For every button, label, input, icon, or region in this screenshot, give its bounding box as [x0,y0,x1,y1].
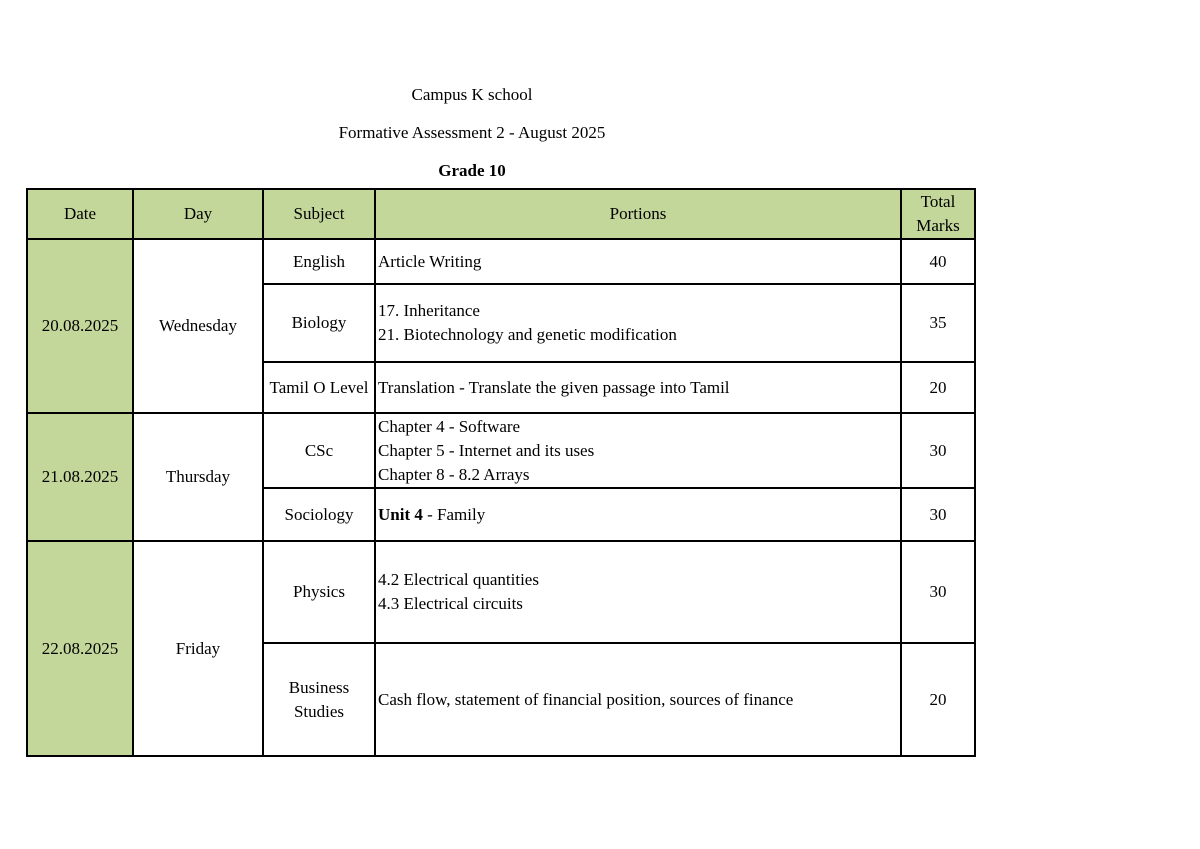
subject-cell: CSc [263,413,375,488]
portion-line: Article Writing [378,251,482,271]
portion-line: 17. Inheritance [378,301,480,320]
portion-line: Cash flow, statement of financial position, sources of finance [378,689,794,709]
portion-line: 4.2 Electrical quantities [378,570,539,589]
marks-cell: 20 [901,643,975,756]
header-total-marks: Total Marks [901,189,975,239]
portion-line: 21. Biotechnology and genetic modification [378,325,677,344]
subject-cell: Physics [263,541,375,643]
portion-line: Chapter 8 - 8.2 Arrays [378,464,530,484]
portions-cell [375,643,901,756]
marks-cell: 30 [901,488,975,541]
date-cell: 20.08.2025 [27,239,133,413]
portions-cell [375,362,901,413]
date-cell: 21.08.2025 [27,413,133,541]
subject-cell: English [263,239,375,284]
day-cell: Friday [133,541,263,756]
table-header-row [27,189,975,239]
portion-line: 4.3 Electrical circuits [378,594,523,613]
table-row [27,239,975,284]
portions-cell [375,239,901,284]
marks-cell: 40 [901,239,975,284]
portion-line: Chapter 5 - Internet and its uses [378,440,595,460]
school-name: Campus K school [411,85,533,104]
day-cell: Wednesday [133,239,263,413]
subject-cell: Biology [263,284,375,362]
portions-cell [375,488,901,541]
subject-cell: Tamil O Level [263,362,375,413]
portions-cell [375,541,901,643]
portion-unit-topic: - Family [422,504,486,524]
header-day: Day [133,189,263,239]
portions-cell [375,413,901,488]
portion-line: Chapter 4 - Software [378,416,521,436]
marks-cell: 30 [901,541,975,643]
exam-schedule-table [26,188,976,757]
date-cell: 22.08.2025 [27,541,133,756]
portion-line: Translation - Translate the given passage into Tamil [378,377,730,397]
marks-cell: 35 [901,284,975,362]
table-row [27,413,975,488]
portion-unit-label: Unit 4 [378,504,423,524]
table-row [27,541,975,643]
day-cell: Thursday [133,413,263,541]
portions-cell [375,284,901,362]
subject-cell: Business Studies [263,643,375,756]
grade-title: Grade 10 [438,161,506,180]
marks-cell: 30 [901,413,975,488]
header-date: Date [27,189,133,239]
assessment-title: Formative Assessment 2 - August 2025 [338,123,606,142]
subject-cell: Sociology [263,488,375,541]
header-portions: Portions [375,189,901,239]
header-subject: Subject [263,189,375,239]
marks-cell: 20 [901,362,975,413]
